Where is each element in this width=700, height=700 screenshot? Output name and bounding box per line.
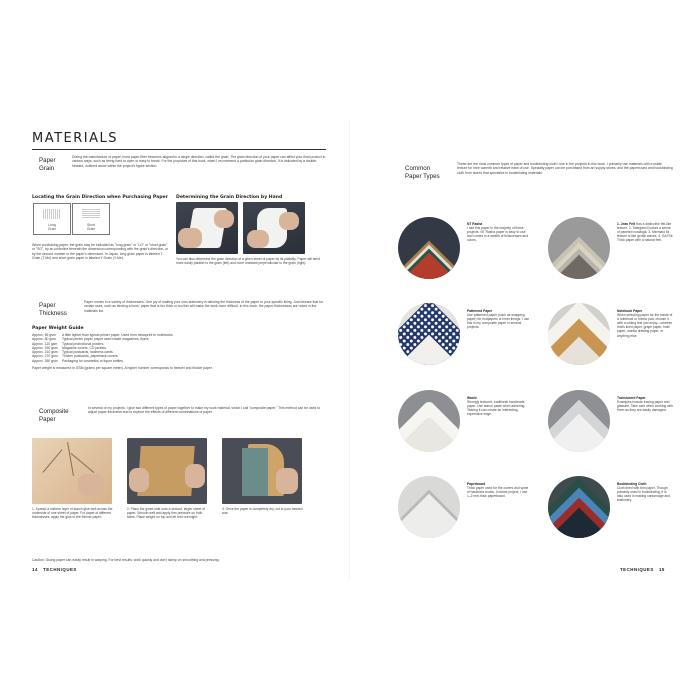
specialty-paper-swatch: [548, 217, 610, 279]
composite-caution: Caution: Gluing paper can easily result in warping. For best results, work quickly and don't skimp on smoothing and pressing.: [32, 558, 220, 562]
paper-weight-value: Approx. 270 gsm: [32, 354, 58, 359]
page-number-right: 15: [658, 567, 665, 572]
translucent-paper-name: Translucent Paper: [617, 396, 646, 400]
locating-grain-body: When purchasing paper, the grain may be indicated as "long grain" or "LG" or "short grain" or "SG", by an underline beneath the dimension corresponding with the grain's direction, or by the second number in the paper's dimension. In Japan, long grain paper is labeled T-Grain (T-Me) and short grain paper is labeled Y-Grain (Y-Me).: [32, 243, 169, 260]
page-heading: MATERIALS: [32, 131, 119, 146]
nt-rasha-name: NT Rasha: [467, 222, 483, 226]
long-grain-lines: [43, 209, 61, 219]
paper-thickness-body: Paper comes in a variety of thicknesses. One joy of making your own stationery is tailoring the thickness of the paper to your specific liking. Just beware that for certain uses, such as binding a book, paper that is too thick or too thin will make the work more difficult. In this book, the paper thicknesses are noted in the materials list.: [84, 300, 324, 313]
composite-paper-body: In several of my projects, I glue two different types of paper together to make my work material, which I call "composite paper." This method can be used to adjust paper thickness and to explore the effects of different combinations of paper.: [88, 406, 321, 415]
nt-rasha-swatch: [398, 217, 460, 279]
paper-weight-list: [32, 333, 174, 363]
short-grain-diagram: Short Grain: [72, 203, 110, 235]
section-title-common-paper-types: Common Paper Types: [405, 165, 440, 180]
right-page: [350, 0, 700, 700]
paper-weight-description: A little lighter than typical printer paper. Used from newsprint to notebooks.: [62, 333, 174, 337]
paper-weight-guide-heading: Paper Weight Guide: [32, 326, 84, 331]
paper-weight-value: Approx. 150 gsm: [32, 345, 58, 350]
translucent-paper-swatch: [548, 390, 610, 452]
paper-weight-value: Approx. 210 gsm: [32, 350, 58, 355]
left-footer: [32, 567, 77, 576]
composite-step3-caption: 3. Once the paper is completely dry, cut to your desired size.: [222, 507, 303, 516]
paperboard-text: Paperboard Thick paper used for the covers and spine of hardback books. In these project, I use 1–2 mm-thick paperboard.: [467, 482, 529, 499]
paper-weight-description: Typical postcards, business cards.: [62, 350, 114, 355]
paper-weight-description: Thicker postcards, paperback covers.: [62, 354, 119, 359]
translucent-paper-text: Translucent Paper Examples include tracing paper and glassine. Take care when working with them as they are easily damaged.: [617, 396, 674, 413]
washi-text: Washi Strongly textured, traditional handmade paper. Use starch paste when adhering. Tearing it can create an interesting, expressive edge.: [467, 396, 526, 417]
locating-grain-heading: Locating the Grain Direction when Purchasing Paper: [32, 195, 168, 200]
composite-step2-caption: 2. Place the glued side onto a second, larger sheet of paper. Smooth well and apply firm pressure on both sides. Place weight on top and let rest overnight.: [127, 507, 205, 520]
washi-swatch: [398, 390, 460, 452]
notebook-paper-text: Notebook Paper When selecting paper for the inside of a notebook or memo pad, choose it with a writing feel you enjoy—whether that's lined paper, graph paper, kraft paper, manila drawing paper, or anything else.: [617, 309, 673, 338]
section-title-paper-thickness: Paper Thickness: [39, 302, 67, 317]
paper-weight-value: Approx. 65 gsm: [32, 333, 56, 337]
composite-step1-photo: [32, 438, 112, 504]
bookbinding-cloth-swatch: [548, 476, 610, 538]
paperboard-swatch: [398, 476, 460, 538]
heading-rule: [32, 149, 326, 150]
short-grain-lines: [82, 209, 100, 219]
paper-weight-description: Typical printer paper, paper used inside magazines, flyers.: [62, 337, 150, 342]
notebook-paper-name: Notebook Paper: [617, 309, 643, 313]
bookbinding-cloth-name: Bookbinding Cloth: [617, 482, 647, 486]
specialty-paper-text: 1. Jean Felt Has a distinctive felt-like texture. 2. Sategami Evokes a sense of paneled nostalgia. 3. Mermaid Its texture is like gentle waves. 4. GA File Thick paper with a natural feel.: [617, 222, 673, 243]
composite-step1-caption: 1. Spread a uniform layer of starch glue well across the underside of one sheet of paper. For paper of different thicknesses, apply the glue to the thinner paper.: [32, 507, 113, 520]
patterned-paper-name: Patterned Paper: [467, 309, 493, 313]
paper-weight-description: Packaging for cosmetics or liquor bottles.: [62, 358, 124, 363]
footer-label-right: TECHNIQUES: [620, 567, 654, 572]
paper-weight-value: Approx. 80 gsm: [32, 337, 56, 342]
paper-weight-description: Typical promotional posters.: [62, 341, 105, 346]
patterned-paper-text: Patterned Paper Use patterned paper (such as wrapping paper) for endpapers or inner linings. I use this in my composite paper in several projects.: [467, 309, 530, 330]
page-number-left: 14: [32, 567, 38, 572]
paper-weight-row: [32, 359, 174, 363]
patterned-paper-swatch: [398, 303, 460, 365]
bookbinding-cloth-text: Bookbinding Cloth Cloth lined with thin paper. Though primarily used in bookbinding, it is also used in making cartonnage and stationery.: [617, 482, 670, 503]
paper-grain-body: During the manufacture of paper, most paper fiber becomes aligned in a single direction, called the grain. The grain direction of your paper can affect your final product in various ways, such as being hard to open or easy to break. For the purposes of this book, when I recommend a particular grain direction, it is indicated by a double-headed, outlined arrow within the project's figure section.: [72, 155, 326, 168]
determining-grain-heading: Determining the Grain Direction by Hand: [176, 195, 283, 200]
paper-weight-value: Approx. 350 gsm: [32, 358, 58, 363]
washi-name: Washi: [467, 396, 477, 400]
grain-photo-left: [176, 202, 238, 254]
paperboard-name: Paperboard: [467, 482, 486, 486]
paper-weight-note: Paper weight is measured in GSM (grams per square meter). A higher number corresponds to heavier and thicker paper.: [32, 366, 213, 370]
composite-step2-photo: [127, 438, 207, 504]
paper-weight-value: Approx. 110 gsm: [32, 341, 58, 346]
section-title-composite-paper: Composite Paper: [39, 408, 69, 423]
composite-step3-photo: [222, 438, 302, 504]
right-footer: [620, 567, 665, 576]
common-paper-types-body: These are the most common types of paper and bookbinding cloth I use in the projects in this book. I primarily use materials with a matte texture for their warmth and relative ease of use. Specialty paper can be purchased from art supply stores, and the paperboard and bookbinding cloth from stores that specialize in bookbinding materials.: [457, 162, 673, 175]
footer-label-left: TECHNIQUES: [43, 567, 77, 572]
paper-weight-description: Magazine covers, CD jackets.: [62, 345, 107, 350]
long-grain-diagram: Long Grain: [33, 203, 71, 235]
notebook-paper-swatch: [548, 303, 610, 365]
jean-felt-name: 1. Jean Felt: [617, 222, 635, 226]
section-title-paper-grain: Paper Grain: [39, 157, 56, 172]
determining-grain-body: You can also determine the grain direction of a given sheet of paper by its pliability. Paper will bend more easily parallel to the grain (left) and more resistant perpendicular to the grain (right).: [176, 257, 321, 266]
nt-rasha-text: NT Rasha I use this paper in the majority of these projects. NT Rasha paper is easy to use and comes in a wealth of thicknesses and colors.: [467, 222, 529, 243]
grain-photo-right: [243, 202, 305, 254]
